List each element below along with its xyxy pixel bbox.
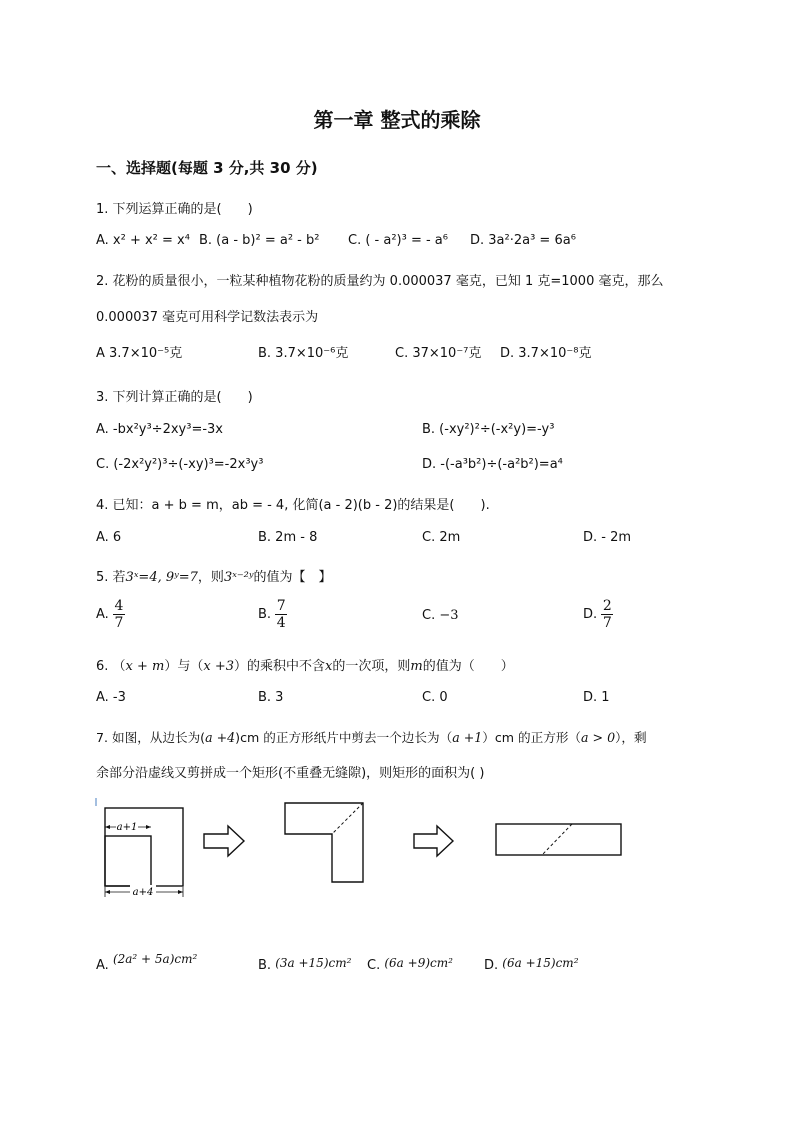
page-title: 第一章 整式的乘除 (313, 108, 481, 132)
stem-part: ），剩 (615, 730, 647, 745)
fraction-numerator: 7 (276, 598, 286, 614)
question-1-option-a: A. x² + x² = x⁴ (96, 233, 190, 248)
dimension-label-inner: a+1 (116, 822, 138, 833)
question-3-option-d: D. -(-a³b²)÷(-a²b²)=a⁴ (422, 457, 563, 472)
option-d-label: D. (484, 958, 499, 973)
option-d-expression: (6a +15)cm² (502, 956, 579, 970)
option-d-fraction (601, 598, 613, 631)
variable-m: m (410, 659, 423, 674)
option-b-fraction (275, 598, 287, 631)
rectangle-diagram (496, 824, 621, 855)
option-b-label: B. (258, 607, 272, 622)
section-heading: 一、选择题(每题 3 分,共 30 分) (96, 159, 318, 177)
question-6-option-d: D. 1 (583, 690, 610, 705)
question-6-option-a: A. -3 (96, 690, 126, 705)
expression-a-plus-1: a +1 (452, 730, 483, 745)
stem-part: 7. 如图，从边长为( (96, 730, 206, 745)
question-1-option-c: C. ( - a²)³ = - a⁶ (348, 233, 448, 248)
question-1-option-d: D. 3a²·2a³ = 6a⁶ (470, 233, 576, 248)
expression-x-plus-m: x + m (125, 659, 165, 674)
stem-part: ）的乘积中不含 (234, 659, 326, 674)
expression-a-gt-0: a > 0 (581, 730, 616, 745)
question-6-stem (96, 655, 514, 674)
fraction-denominator: 7 (602, 615, 612, 631)
question-2-stem-line-1: 2. 花粉的质量很小，一粒某种植物花粉的质量约为 0.000037 毫克，已知 1 克=1000 毫克，那么 (96, 274, 664, 289)
question-7-option-a (96, 952, 198, 973)
question-5-stem-mid: ，则 (197, 570, 224, 585)
question-7-stem-line-2: 余部分沿虚线又剪拼成一个矩形(不重叠无缝隙)，则矩形的面积为( ) (96, 766, 485, 781)
dimension-label-outer: a+4 (132, 887, 154, 898)
question-5-option-b (258, 598, 287, 631)
question-7-stem-line-1 (96, 727, 647, 746)
option-c-label: C. (367, 958, 381, 973)
stem-part: )cm 的正方形纸片中剪去一个边长为（ (235, 730, 453, 745)
question-3-option-b: B. (-xy²)²÷(-x²y)=-y³ (422, 422, 555, 437)
fraction-numerator: 4 (114, 598, 124, 614)
expression-a-plus-4: a +4 (205, 730, 236, 745)
question-4-option-c: C. 2m (422, 530, 461, 545)
stem-part: ）cm 的正方形（ (482, 730, 582, 745)
option-a-expression: (2a² + 5a)cm² (112, 952, 198, 966)
question-3-stem: 3. 下列计算正确的是( ) (96, 390, 253, 405)
question-5-stem (96, 566, 332, 585)
right-arrow-icon (414, 826, 453, 856)
question-7-option-b (258, 958, 351, 973)
question-1-stem: 1. 下列运算正确的是( ) (96, 202, 253, 217)
stem-part: ）与（ (164, 659, 204, 674)
question-4-option-a: A. 6 (96, 530, 122, 545)
question-5-condition: 3ˣ=4, 9ʸ=7 (125, 570, 198, 585)
variable-x: x (325, 659, 333, 674)
option-a-fraction (113, 598, 125, 631)
question-5-stem-suffix: 的值为【 】 (253, 570, 332, 585)
question-3-option-a: A. -bx²y³÷2xy³=-3x (96, 422, 223, 437)
stem-part: 6. （ (96, 659, 126, 674)
question-6-option-b: B. 3 (258, 690, 284, 705)
square-with-cutout-diagram (96, 798, 183, 898)
option-c-label: C. (422, 608, 436, 623)
question-5-option-d (583, 598, 613, 631)
question-6-option-c: C. 0 (422, 690, 448, 705)
question-1-option-b: B. (a - b)² = a² - b² (199, 233, 320, 248)
question-5-expression: 3ˣ⁻²ʸ (223, 570, 254, 585)
option-a-label: A. (96, 607, 109, 622)
question-4-option-b: B. 2m - 8 (258, 530, 318, 545)
question-7-option-d (484, 958, 579, 973)
question-2-option-a: A 3.7×10⁻⁵克 (96, 346, 183, 361)
option-c-value: −3 (439, 608, 459, 623)
question-2-option-d: D. 3.7×10⁻⁸克 (500, 346, 592, 361)
question-2-option-b: B. 3.7×10⁻⁶克 (258, 346, 349, 361)
question-5-option-a (96, 598, 125, 631)
option-d-label: D. (583, 607, 598, 622)
stem-part: 的值为（ ） (422, 659, 514, 674)
question-7-figure (94, 796, 634, 906)
option-b-expression: (3a +15)cm² (275, 956, 352, 970)
fraction-denominator: 4 (276, 615, 286, 631)
option-c-expression: (6a +9)cm² (384, 956, 453, 970)
right-arrow-icon (204, 826, 244, 856)
question-5-option-c (422, 608, 459, 623)
option-a-label: A. (96, 958, 109, 973)
question-4-option-d: D. - 2m (583, 530, 632, 545)
question-7-option-c (367, 958, 453, 973)
stem-part: 的一次项，则 (332, 659, 411, 674)
question-2-option-c: C. 37×10⁻⁷克 (395, 346, 482, 361)
fraction-denominator: 7 (114, 615, 124, 631)
question-3-option-c: C. (-2x²y²)³÷(-xy)³=-2x³y³ (96, 457, 264, 472)
fraction-numerator: 2 (602, 598, 612, 614)
question-5-stem-prefix: 5. 若 (96, 570, 126, 585)
option-b-label: B. (258, 958, 272, 973)
question-2-stem-line-2: 0.000037 毫克可用科学记数法表示为 (96, 310, 319, 325)
question-4-stem: 4. 已知：a + b = m，ab = - 4, 化简(a - 2)(b - 2)的结果是( ). (96, 498, 490, 513)
expression-x-plus-3: x +3 (203, 659, 235, 674)
l-shape-diagram (285, 803, 363, 882)
